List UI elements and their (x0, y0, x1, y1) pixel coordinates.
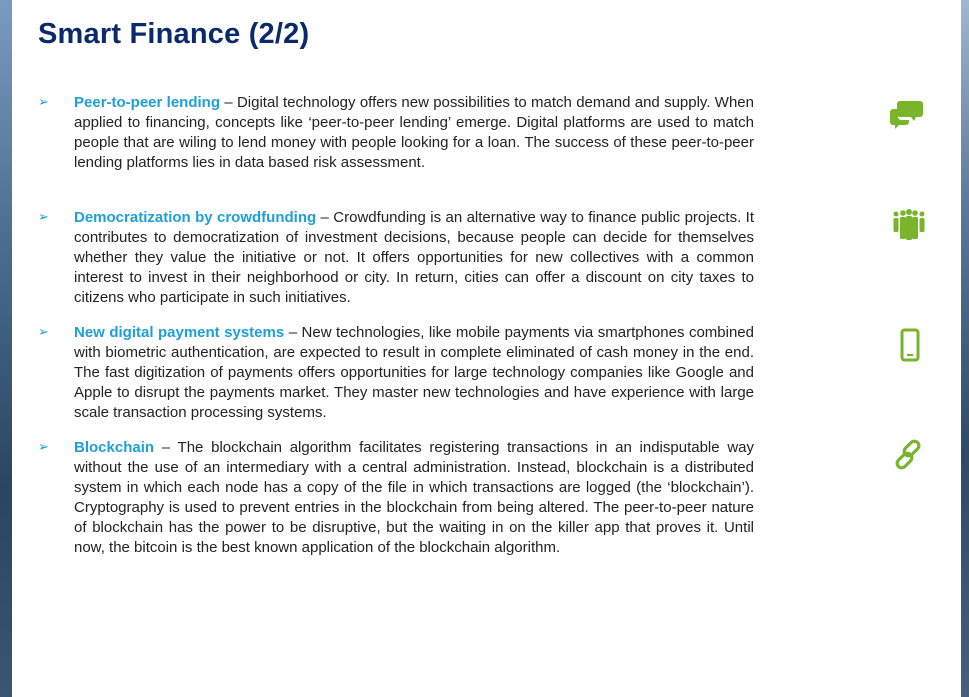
slide (12, 0, 961, 697)
list-item-text (74, 323, 754, 423)
list-item-text (74, 438, 754, 558)
bullet-arrow-icon: ➢ (38, 324, 49, 339)
background-photo-left (0, 0, 12, 697)
page-title: Smart Finance (2/2) (38, 18, 310, 50)
chat-bubbles-icon (890, 97, 924, 131)
chain-link-icon (892, 438, 926, 472)
list-item-keyword: New digital payment systems (74, 324, 285, 341)
list-item-text (74, 208, 754, 308)
smartphone-icon (896, 328, 922, 362)
list-item-keyword: Democratization by crowdfunding (74, 209, 317, 226)
list-item-text (74, 93, 754, 173)
crowd-icon (892, 208, 926, 242)
list-item-body: – Crowdfunding is an alternative way to finance public projects. It contributes to democratization of investment decisions, because people can decide for themselves whether they value the initiative or not. It offers opportunities for new collectives with a common interest to invest in their neighborhood or city. In return, cities can offer a discount on city taxes to citizens who participate in such initiatives. (74, 209, 754, 306)
background-photo-right (961, 0, 969, 697)
bullet-arrow-icon: ➢ (38, 209, 49, 224)
list-item-keyword: Peer-to-peer lending (74, 94, 220, 111)
list-item-body: – Digital technology offers new possibilities to match demand and supply. When applied to financing, concepts like ‘peer-to-peer lending’ emerge. Digital platforms are used to match people that are wiling to lend money with people looking for a loan. The success of these peer-to-peer lending platforms lies in data based risk assessment. (74, 94, 754, 171)
list-item-body: – New technologies, like mobile payments via smartphones combined with biometric authentication, are expected to result in complete eliminated of cash money in the end. The fast digitization of payments offers opportunities for large technology companies like Google and Apple to disrupt the payments market. They master new technologies and have experience with large scale transaction processing systems. (74, 324, 754, 421)
list-item-keyword: Blockchain (74, 439, 155, 456)
list-item-body: – The blockchain algorithm facilitates registering transactions in an indisputable way without the use of an intermediary with a central administration. Instead, blockchain is a distributed system in which each node has a copy of the file in which transactions are logged (the ‘blockchain’). Cryptography is used to prevent entries in the blockchain from being altered. The peer-to-peer nature of blockchain has the power to be disruptive, but the waiting in on the killer app that proves it. Until now, the bitcoin is the best known application of the blockchain algorithm. (74, 439, 754, 556)
bullet-arrow-icon: ➢ (38, 439, 49, 454)
bullet-arrow-icon: ➢ (38, 94, 49, 109)
